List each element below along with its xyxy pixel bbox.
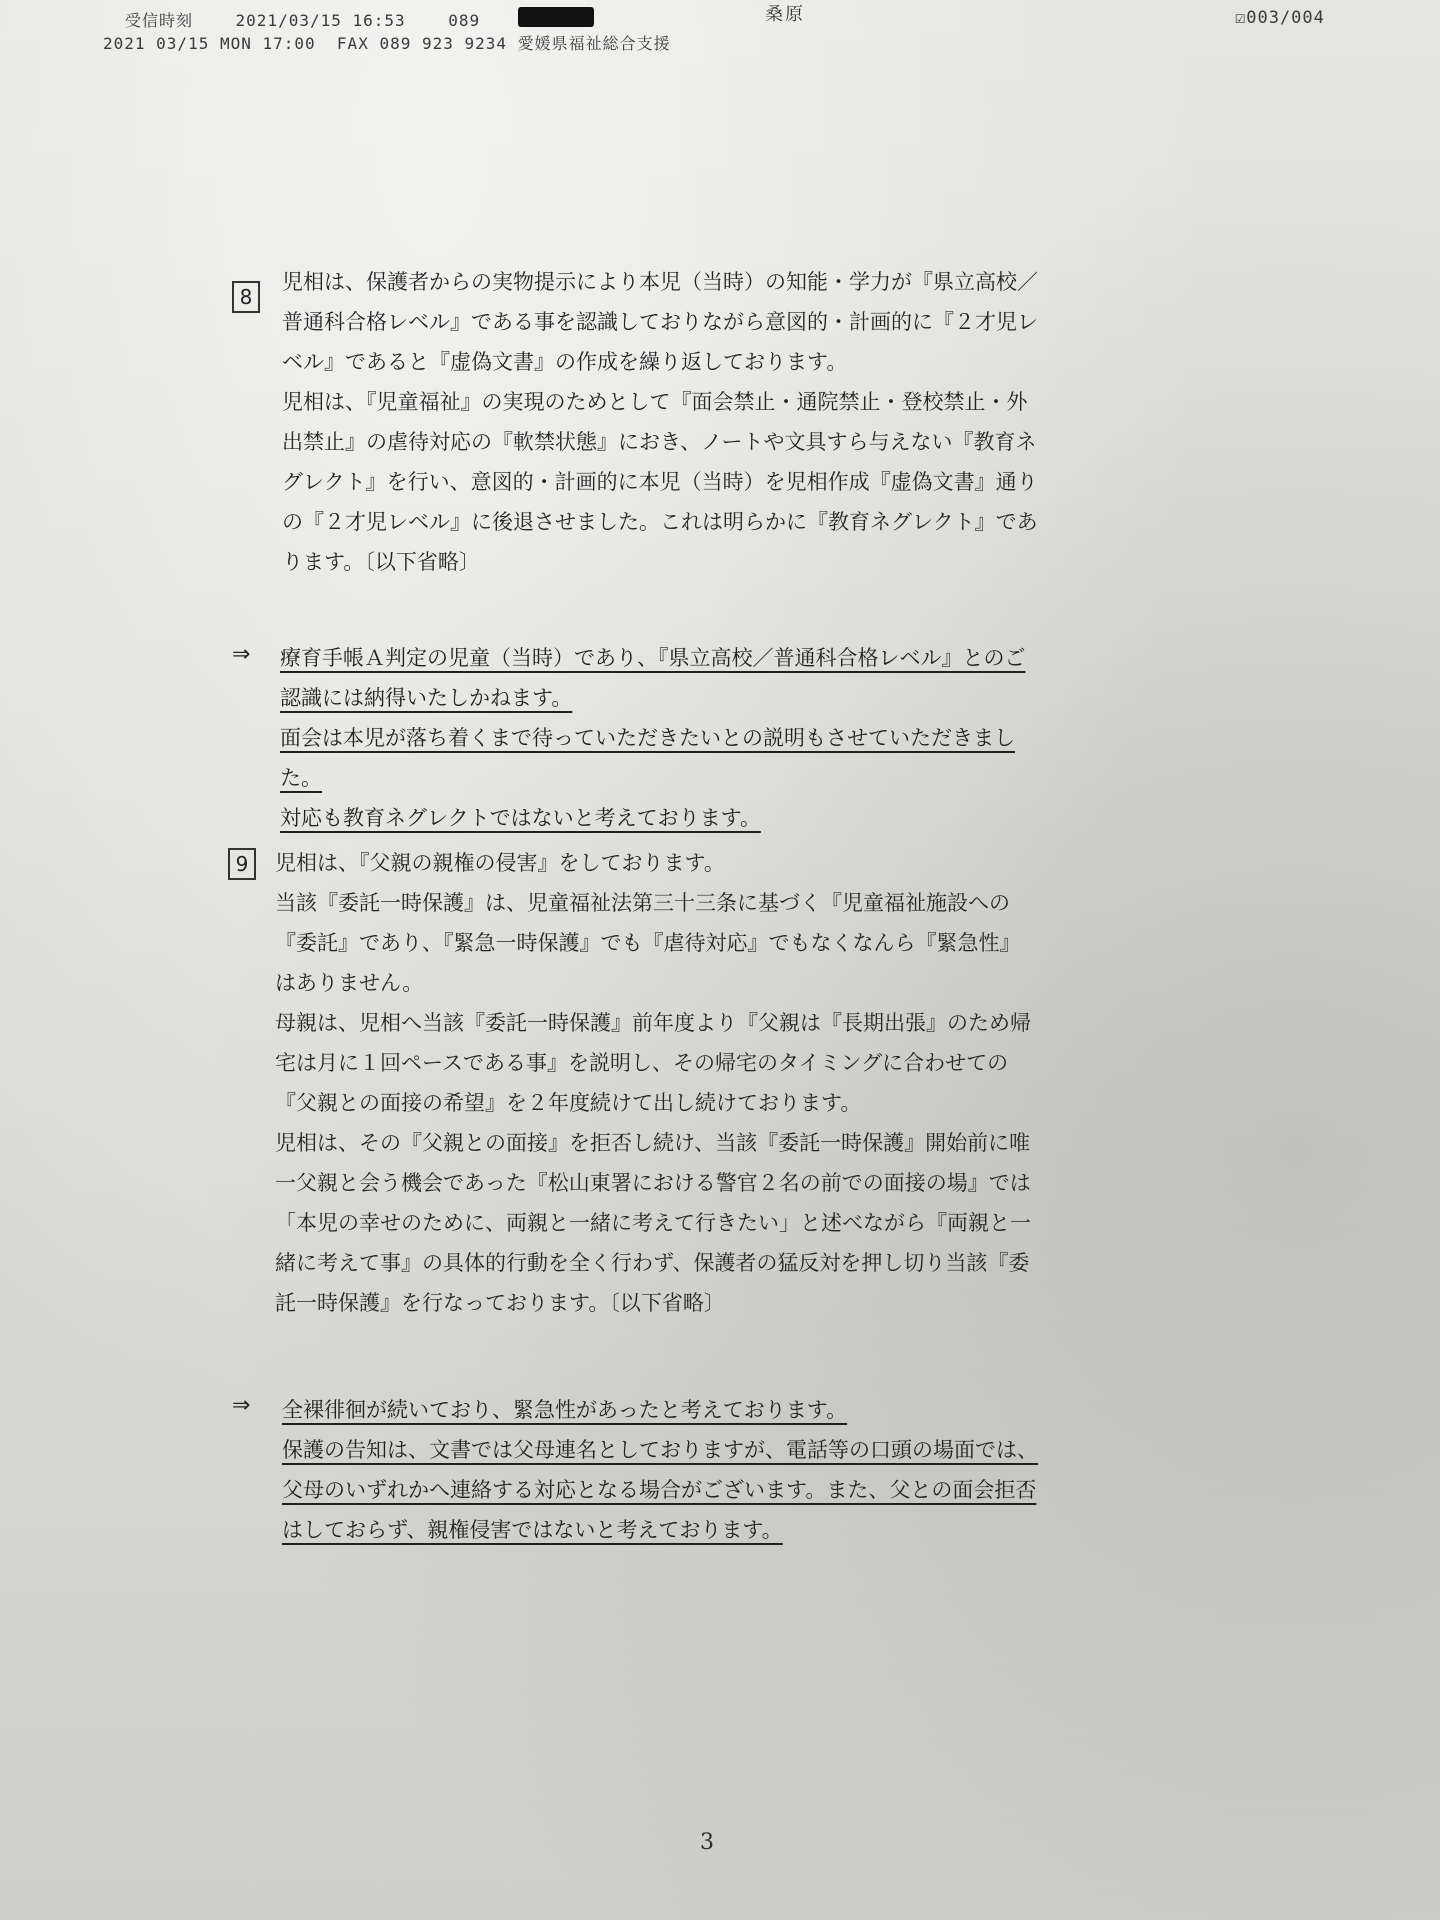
reply-8-arrow-icon: ⇒ <box>232 642 251 667</box>
item-9-paragraph-3: 母親は、児相へ当該『委託一時保護』前年度より『父親は『長期出張』のため帰宅は月に１回ペースである事』を説明し、その帰宅のタイミングに合わせての『父親との面接の希望』を２年度続けて出し続けております。 <box>275 1011 1031 1115</box>
page-number: 3 <box>700 1830 714 1855</box>
reply-8-text <box>280 638 1040 838</box>
reply-9-paragraph-1: 全裸徘徊が続いており、緊急性があったと考えております。 <box>282 1398 848 1422</box>
item-8-paragraph-2: 児相は、『児童福祉』の実現のためとして『面会禁止・通院禁止・登校禁止・外出禁止』の虐待対応の『軟禁状態』におき、ノートや文具すら与えない『教育ネグレクト』を行い、意図的・計画的に本児（当時）を児相作成『虚偽文書』通りの『２才児レベル』に後退させました。これは明らかに『教育ネグレクト』であります。〔以下省略〕 <box>282 390 1038 574</box>
reply-8-paragraph-2: 面会は本児が落ち着くまで待っていただきたいとの説明もさせていただきました。 <box>280 726 1015 790</box>
item-9-text <box>275 843 1035 1323</box>
item-9-paragraph-1: 児相は、『父親の親権の侵害』をしております。 <box>275 851 725 875</box>
item-8-text <box>282 262 1042 582</box>
reply-8-paragraph-3: 対応も教育ネグレクトではないと考えております。 <box>280 806 761 830</box>
fax-sender-name: 桑原 <box>765 4 805 25</box>
reply-9-arrow-icon: ⇒ <box>232 1393 251 1418</box>
item-8-paragraph-1: 児相は、保護者からの実物提示により本児（当時）の知能・学力が『県立高校／普通科合格レベル』である事を認識しておりながら意図的・計画的に『２才児レベル』であると『虚偽文書』の作成を繰り返しております。 <box>282 270 1038 374</box>
item-8-number-box: 8 <box>232 281 260 313</box>
redaction-mark <box>518 7 594 27</box>
item-9-number-box: 9 <box>228 848 256 880</box>
fax-header-line-1: 受信時刻 2021/03/15 16:53 089 <box>125 11 481 30</box>
item-9-paragraph-2: 当該『委託一時保護』は、児童福祉法第三十三条に基づく『児童福祉施設への『委託』であり、『緊急一時保護』でも『虐待対応』でもなくなんら『緊急性』はありません。 <box>275 891 1021 995</box>
reply-8-paragraph-1: 療育手帳Ａ判定の児童（当時）であり、『県立高校／普通科合格レベル』とのご認識には納得いたしかねます。 <box>280 646 1026 710</box>
item-9-paragraph-4: 児相は、その『父親との面接』を拒否し続け、当該『委託一時保護』開始前に唯一父親と会う機会であった『松山東署における警官２名の前での面接の場』では「本児の幸せのために、両親と一緒に考えて行きたい」と述べながら『両親と一緒に考えて事』の具体的行動を全く行わず、保護者の猛反対を押し切り当該『委託一時保護』を行なっております。〔以下省略〕 <box>275 1131 1031 1315</box>
reply-9-text <box>282 1390 1042 1550</box>
fax-header-line-2: 2021 03/15 MON 17:00 FAX 089 923 9234 愛媛県福祉総合支援 <box>103 34 671 53</box>
fax-page-count: ☑003/004 <box>1235 8 1325 28</box>
reply-9-paragraph-2: 保護の告知は、文書では父母連名としておりますが、電話等の口頭の場面では、父母のいずれかへ連絡する対応となる場合がございます。また、父との面会拒否はしておらず、親権侵害ではないと考えております。 <box>282 1438 1038 1542</box>
